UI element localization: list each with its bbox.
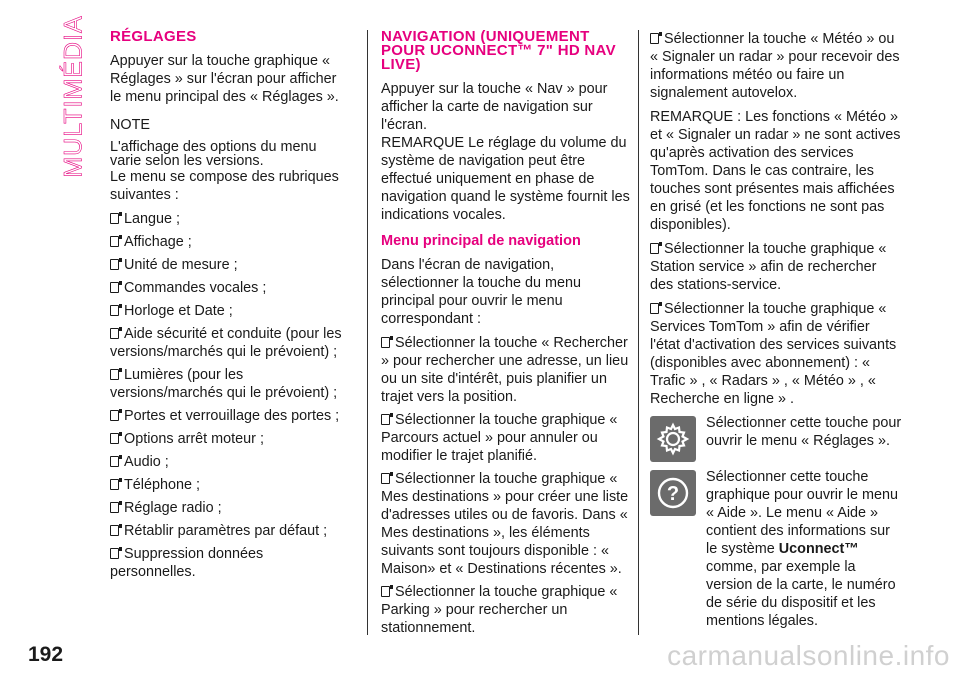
help-icon-row [650,468,902,630]
checkbox-bullet-icon [110,433,119,444]
section-title-vertical [54,14,94,178]
list-item: Sélectionner la touche « Rechercher » pour rechercher une adresse, un lieu ou un site d'intérêt, puis planifier un trajet vers la position. [381,335,629,405]
navigation-list [381,334,631,637]
station-service-item: Sélectionner la touche graphique « Station service » afin de rechercher des stations-service. [650,241,887,293]
checkbox-bullet-icon [110,456,119,467]
checkbox-bullet-icon [650,303,659,314]
menu-intro: Le menu se compose des rubriques suivantes : [110,169,339,203]
section-title-text: MULTIMÉDIA [59,14,88,178]
checkbox-bullet-icon [110,305,119,316]
gear-icon [650,416,696,462]
help-button-description: Sélectionner cette touche graphique pour ouvrir le menu « Aide ». Le menu « Aide » contient des informations sur le système Uconnect™ comme, par exemple la version de la carte, le numéro de série du dispositif et les mentions légales. [706,469,898,629]
list-item: Aide sécurité et conduite (pour les versions/marchés qui le prévoient) ; [110,326,342,360]
checkbox-bullet-icon [110,213,119,224]
navigation-remark: REMARQUE Le réglage du volume du système de navigation peut être effectué uniquement en phase de navigation quand le système fournit les indications vocales. [381,135,630,223]
checkbox-bullet-icon [381,337,390,348]
checkbox-bullet-icon [381,586,390,597]
list-item: Langue ; [110,210,350,228]
checkbox-bullet-icon [110,369,119,380]
column-navigation [381,30,631,642]
checkbox-bullet-icon [381,414,390,425]
checkbox-bullet-icon [650,33,659,44]
checkbox-bullet-icon [110,259,119,270]
settings-intro: Appuyer sur la touche graphique « Réglages » sur l'écran pour afficher le menu principal des « Réglages ». [110,53,339,105]
checkbox-bullet-icon [110,410,119,421]
list-item: Commandes vocales ; [110,279,350,297]
watermark: carmanualsonline.info [667,640,950,671]
list-item: Horloge et Date ; [110,302,350,320]
weather-radar-item: Sélectionner la touche « Météo » ou « Signaler un radar » pour recevoir des informations météo ou faire un signalement autovelox. [650,31,900,101]
question-icon [650,470,696,516]
navigation-intro: Appuyer sur la touche « Nav » pour afficher la carte de navigation sur l'écran. [381,81,608,133]
column-settings [110,30,350,586]
list-item: Sélectionner la touche graphique « Mes destinations » pour créer une liste d'adresses utiles ou de favoris. Dans « Mes destinations », les éléments suivants sont toujours disponible : « Maison» et « Destinations récentes ». [381,471,629,577]
column-divider [638,30,639,635]
list-item: Réglage radio ; [110,499,350,517]
navigation-heading: NAVIGATION (UNIQUEMENT POUR UCONNECT™ 7" HD NAV LIVE) [381,28,616,73]
column-navigation-continued [650,30,902,630]
list-item: Affichage ; [110,233,350,251]
settings-list [110,210,350,581]
checkbox-bullet-icon [110,282,119,293]
list-item: Rétablir paramètres par défaut ; [110,522,350,540]
checkbox-bullet-icon [110,479,119,490]
settings-heading: RÉGLAGES [110,28,197,45]
checkbox-bullet-icon [650,243,659,254]
list-item: Options arrêt moteur ; [110,430,350,448]
checkbox-bullet-icon [110,525,119,536]
settings-button-description: Sélectionner cette touche pour ouvrir le menu « Réglages ». [706,415,902,449]
note-text: L'affichage des options du menu varie selon les versions. [110,139,317,169]
checkbox-bullet-icon [110,236,119,247]
list-item: Lumières (pour les versions/marchés qui le prévoient) ; [110,367,338,401]
list-item: Portes et verrouillage des portes ; [110,407,350,425]
svg-text:?: ? [666,483,680,505]
tomtom-remark: REMARQUE : Les fonctions « Météo » et « Signaler un radar » ne sont actives qu'après activation des services TomTom. Dans le cas contraire, les touches sont présentes mais affichées en grisé (et les fonctions ne sont pas disponibles). [650,109,901,233]
column-divider [367,30,368,635]
list-item: Sélectionner la touche graphique « Parking » pour rechercher un stationnement. [381,584,618,636]
brand-name: Uconnect™ [778,541,859,557]
checkbox-bullet-icon [110,502,119,513]
note-label: NOTE [110,117,150,133]
navigation-menu-intro: Dans l'écran de navigation, sélectionner la touche du menu principal pour ouvrir le menu correspondant : [381,257,582,327]
tomtom-services-item: Sélectionner la touche graphique « Services TomTom » afin de vérifier l'état d'activation des services suivants (disponibles avec abonnement) : « Trafic » , « Radars » , « Météo » , « Recherche en ligne » . [650,301,897,407]
list-item: Unité de mesure ; [110,256,350,274]
settings-icon-row [650,414,902,462]
list-item: Sélectionner la touche graphique « Parcours actuel » pour annuler ou modifier le trajet planifié. [381,412,618,464]
checkbox-bullet-icon [110,328,119,339]
list-item: Suppression données personnelles. [110,546,264,580]
navigation-menu-subheading: Menu principal de navigation [381,233,581,249]
list-item: Audio ; [110,453,350,471]
checkbox-bullet-icon [110,548,119,559]
list-item: Téléphone ; [110,476,350,494]
checkbox-bullet-icon [381,473,390,484]
page-number: 192 [28,643,64,666]
